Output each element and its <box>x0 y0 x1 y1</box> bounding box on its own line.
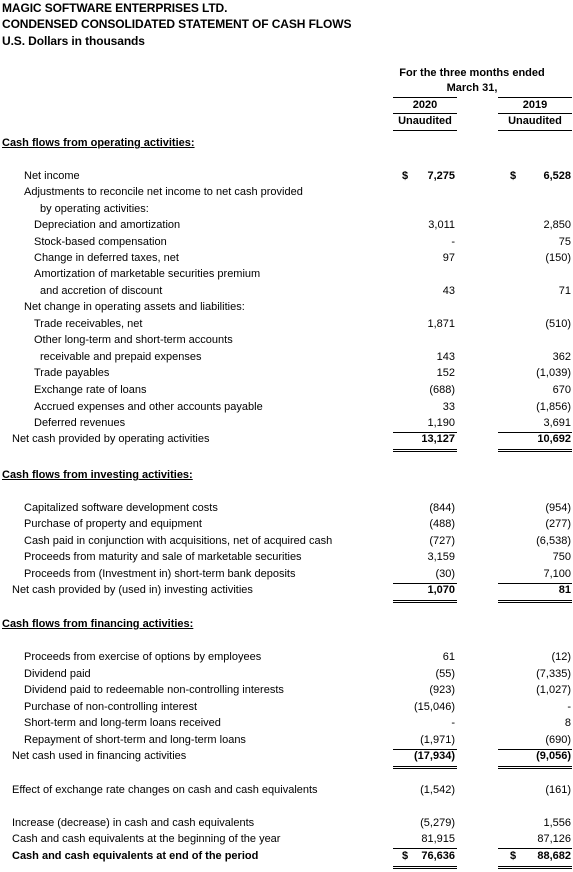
value-2020: 43 <box>442 285 455 297</box>
value-2019: (150) <box>545 252 571 264</box>
value-2019: (277) <box>545 518 571 530</box>
row-label: and accretion of discount <box>40 285 163 297</box>
row-label: Adjustments to reconcile net income to net cash provided <box>24 186 303 198</box>
section-operating: Cash flows from operating activities: <box>2 137 195 149</box>
row-beginning <box>0 833 573 848</box>
value-2020: (15,046) <box>414 701 455 713</box>
value-2019: (6,538) <box>536 535 571 547</box>
value-2020: (1,971) <box>420 734 455 746</box>
rule <box>393 766 457 767</box>
rule <box>393 97 457 98</box>
row-net-income <box>0 170 573 185</box>
status-2020: Unaudited <box>398 115 452 127</box>
row-label: Other long-term and short-term accounts <box>34 334 233 346</box>
row-deferred-taxes <box>0 252 573 267</box>
value-2020: (5,279) <box>420 817 455 829</box>
year-2019-heading: 2019 <box>522 99 548 111</box>
value-2020: (923) <box>429 684 455 696</box>
rule <box>498 130 572 131</box>
value-2019: (954) <box>545 502 571 514</box>
value-2019: (7,335) <box>536 668 571 680</box>
row-label: Dividend paid <box>24 668 91 680</box>
row-net-financing <box>0 750 573 765</box>
value-2020: - <box>451 717 455 729</box>
value-2020: 152 <box>436 367 455 379</box>
value-2020: 1,070 <box>427 584 455 596</box>
currency-symbol: $ <box>510 170 517 182</box>
value-2019: 81 <box>558 584 571 596</box>
value-2020: 3,159 <box>427 551 455 563</box>
section-investing: Cash flows from investing activities: <box>2 469 193 481</box>
company-name: MAGIC SOFTWARE ENTERPRISES LTD. <box>2 1 228 15</box>
row-label: Exchange rate of loans <box>34 384 147 396</box>
rule <box>393 868 457 869</box>
row-other-lt <box>0 334 573 349</box>
row-label: Deferred revenues <box>34 417 126 429</box>
value-2020: 13,127 <box>421 433 455 445</box>
rule <box>498 97 572 98</box>
value-2019: (9,056) <box>536 750 571 762</box>
row-adjustments <box>0 186 573 201</box>
row-net-investing <box>0 584 573 599</box>
row-label: Proceeds from maturity and sale of marketable securities <box>24 551 302 563</box>
rule <box>393 130 457 131</box>
row-label: receivable and prepaid expenses <box>40 351 202 363</box>
value-2020: (688) <box>429 384 455 396</box>
value-2020: 76,636 <box>421 850 455 862</box>
row-label: Short-term and long-term loans received <box>24 717 221 729</box>
period-heading-line1: For the three months ended <box>399 67 545 79</box>
rule <box>393 449 457 450</box>
rule <box>498 602 572 603</box>
row-label: Stock-based compensation <box>34 236 167 248</box>
row-loans-received <box>0 717 573 732</box>
row-purchase-nci <box>0 701 573 716</box>
row-stock-comp <box>0 236 573 251</box>
rule <box>498 768 572 769</box>
value-2020: 81,915 <box>421 833 455 845</box>
row-label: Cash and cash equivalents at end of the period <box>12 850 259 862</box>
row-label: Trade payables <box>34 367 110 379</box>
row-label: Net income <box>24 170 80 182</box>
row-label: Dividend paid to redeemable non-controlling interests <box>24 684 284 696</box>
row-accrued-expenses <box>0 401 573 416</box>
row-label: Net change in operating assets and liabilities: <box>24 301 245 313</box>
year-2020-heading: 2020 <box>412 99 438 111</box>
value-2020: (17,934) <box>414 750 455 762</box>
rule <box>498 866 572 867</box>
value-2019: 10,692 <box>537 433 571 445</box>
row-label: Cash paid in conjunction with acquisitions, net of acquired cash <box>24 535 333 547</box>
value-2019: (1,856) <box>536 401 571 413</box>
row-label: Proceeds from (Investment in) short-term bank deposits <box>24 568 296 580</box>
rule <box>498 113 572 114</box>
value-2020: - <box>451 236 455 248</box>
value-2019: 7,100 <box>543 568 571 580</box>
row-label: Proceeds from exercise of options by employees <box>24 651 262 663</box>
value-2019: (510) <box>545 318 571 330</box>
row-other-lt-cont <box>0 351 573 366</box>
row-trade-receivables <box>0 318 573 333</box>
row-depreciation <box>0 219 573 234</box>
value-2019: - <box>567 701 571 713</box>
row-fx-effect <box>0 784 573 799</box>
rule <box>498 766 572 767</box>
value-2019: (1,039) <box>536 367 571 379</box>
value-2019: (690) <box>545 734 571 746</box>
currency-symbol: $ <box>402 850 409 862</box>
period-heading-line2: March 31, <box>446 82 498 94</box>
row-property-equipment <box>0 518 573 533</box>
row-label: Cash and cash equivalents at the beginning of the year <box>12 833 281 845</box>
value-2020: 1,871 <box>427 318 455 330</box>
rule <box>498 451 572 452</box>
value-2019: (12) <box>551 651 571 663</box>
row-adjustments-cont <box>0 203 573 218</box>
rule <box>393 451 457 452</box>
row-exchange-rate-loans <box>0 384 573 399</box>
value-2020: 7,275 <box>427 170 455 182</box>
value-2020: 97 <box>442 252 455 264</box>
row-amortization-cont <box>0 285 573 300</box>
row-label: Amortization of marketable securities premium <box>34 268 261 280</box>
value-2019: 87,126 <box>537 833 571 845</box>
row-label: by operating activities: <box>40 203 149 215</box>
value-2020: 143 <box>436 351 455 363</box>
rule <box>393 768 457 769</box>
value-2019: 2,850 <box>543 219 571 231</box>
row-label: Net cash provided by operating activities <box>12 433 210 445</box>
rule <box>498 449 572 450</box>
row-label: Purchase of non-controlling interest <box>24 701 198 713</box>
row-label: Net cash provided by (used in) investing activities <box>12 584 253 596</box>
row-label: Capitalized software development costs <box>24 502 218 514</box>
value-2019: 88,682 <box>537 850 571 862</box>
value-2019: 670 <box>552 384 571 396</box>
rule <box>498 868 572 869</box>
row-label: Repayment of short-term and long-term loans <box>24 734 246 746</box>
row-increase <box>0 817 573 832</box>
row-label: Purchase of property and equipment <box>24 518 202 530</box>
row-net-operating <box>0 433 573 448</box>
row-label: Increase (decrease) in cash and cash equivalents <box>12 817 255 829</box>
row-end <box>0 850 573 865</box>
row-deferred-revenues <box>0 417 573 432</box>
row-label: Effect of exchange rate changes on cash and cash equivalents <box>12 784 318 796</box>
statement-title: CONDENSED CONSOLIDATED STATEMENT OF CASH FLOWS <box>2 17 352 31</box>
value-2019: 3,691 <box>543 417 571 429</box>
rule <box>393 602 457 603</box>
row-dividend-paid <box>0 668 573 683</box>
value-2020: 33 <box>442 401 455 413</box>
row-bank-deposits <box>0 568 573 583</box>
row-options-exercise <box>0 651 573 666</box>
row-label: Net cash used in financing activities <box>12 750 187 762</box>
value-2019: 362 <box>552 351 571 363</box>
row-dividend-nci <box>0 684 573 699</box>
value-2020: 1,190 <box>427 417 455 429</box>
value-2019: (1,027) <box>536 684 571 696</box>
rule <box>393 866 457 867</box>
row-acquisitions <box>0 535 573 550</box>
row-label: Change in deferred taxes, net <box>34 252 179 264</box>
value-2020: 61 <box>442 651 455 663</box>
value-2020: (30) <box>435 568 455 580</box>
value-2019: 1,556 <box>543 817 571 829</box>
rule <box>498 848 572 849</box>
value-2019: 750 <box>552 551 571 563</box>
section-financing: Cash flows from financing activities: <box>2 618 194 630</box>
currency-symbol: $ <box>402 170 409 182</box>
value-2020: (488) <box>429 518 455 530</box>
value-2019: 8 <box>564 717 571 729</box>
rule <box>393 600 457 601</box>
row-marketable-sale <box>0 551 573 566</box>
value-2019: 75 <box>558 236 571 248</box>
value-2019: 71 <box>558 285 571 297</box>
status-2019: Unaudited <box>508 115 562 127</box>
units-caption: U.S. Dollars in thousands <box>2 34 145 48</box>
row-trade-payables <box>0 367 573 382</box>
value-2019: (161) <box>545 784 571 796</box>
currency-symbol: $ <box>510 850 517 862</box>
value-2020: (55) <box>435 668 455 680</box>
row-net-change <box>0 301 573 316</box>
row-label: Depreciation and amortization <box>34 219 181 231</box>
rule <box>498 600 572 601</box>
row-label: Accrued expenses and other accounts payable <box>34 401 263 413</box>
value-2020: (727) <box>429 535 455 547</box>
value-2020: (1,542) <box>420 784 455 796</box>
row-label: Trade receivables, net <box>34 318 143 330</box>
row-cap-software <box>0 502 573 517</box>
value-2020: (844) <box>429 502 455 514</box>
value-2020: 3,011 <box>428 219 455 231</box>
row-amortization <box>0 268 573 283</box>
rule <box>393 848 457 849</box>
rule <box>393 113 457 114</box>
row-loans-repayment <box>0 734 573 749</box>
value-2019: 6,528 <box>543 170 571 182</box>
